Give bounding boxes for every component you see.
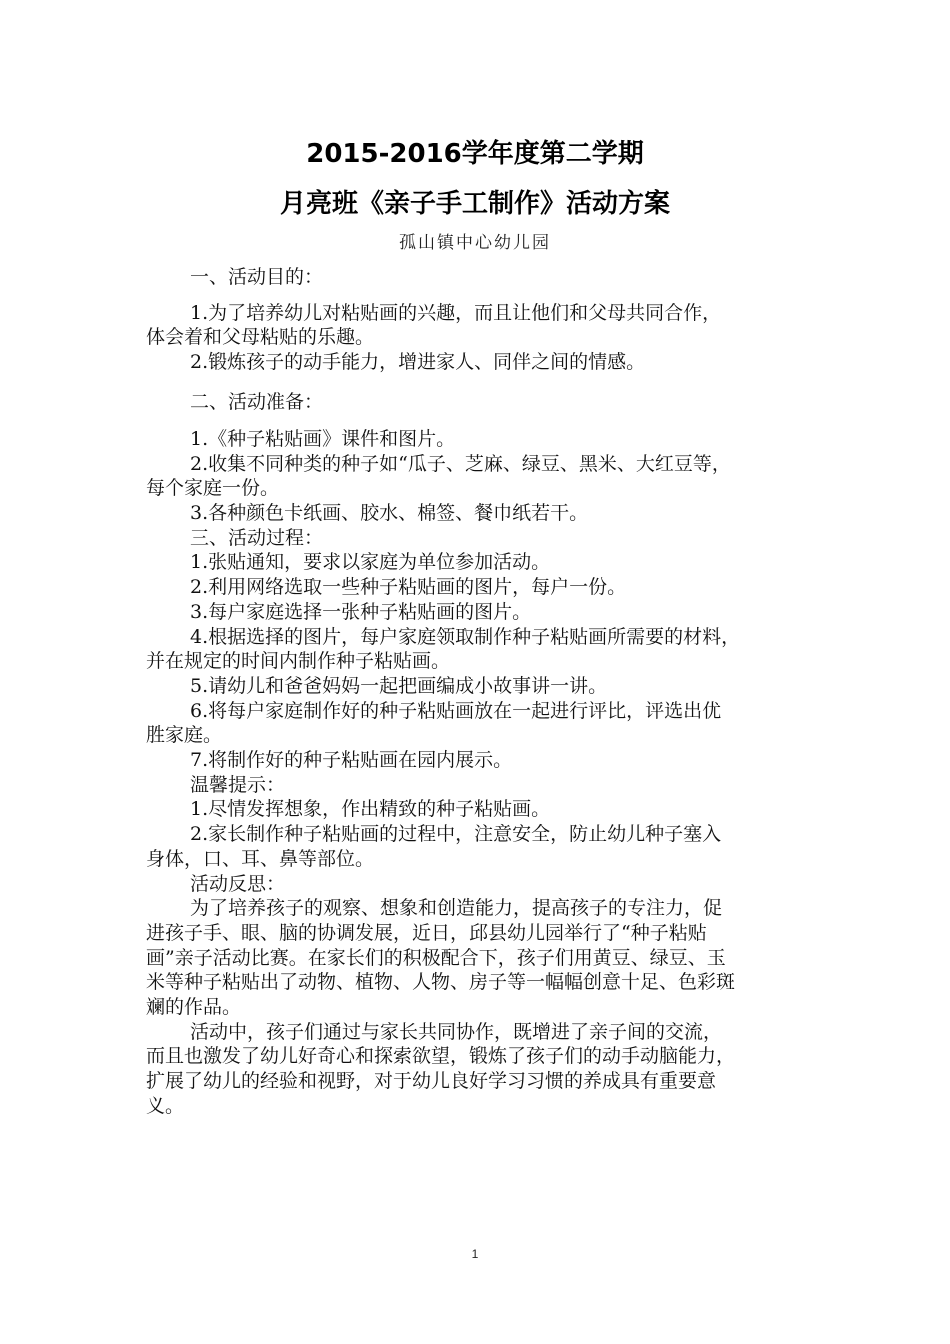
body-line: 身体，口、耳、鼻等部位。 (146, 848, 375, 870)
body-line: 画”亲子活动比赛。在家长们的积极配合下，孩子们用黄豆、绿豆、玉 (146, 947, 726, 969)
body-line: 6.将每户家庭制作好的种子粘贴画放在一起进行评比，评选出优 (190, 700, 722, 722)
body-line: 1.张贴通知，要求以家庭为单位参加活动。 (190, 551, 551, 573)
section-heading-process: 三、活动过程： (190, 527, 324, 549)
body-line: 1.为了培养幼儿对粘贴画的兴趣，而且让他们和父母共同合作， (190, 302, 722, 324)
body-line: 4.根据选择的图片，每户家庭领取制作种子粘贴画所需要的材料， (190, 626, 741, 648)
body-line: 进孩子手、眼、脑的协调发展，近日，邱县幼儿园举行了“种子粘贴 (146, 922, 707, 944)
body-line: 3.每户家庭选择一张种子粘贴画的图片。 (190, 601, 532, 623)
body-line: 斓的作品。 (146, 996, 242, 1018)
section-heading-purpose: 一、活动目的： (190, 266, 324, 288)
body-line: 每个家庭一份。 (146, 477, 280, 499)
body-line: 1.尽情发挥想象，作出精致的种子粘贴画。 (190, 798, 551, 820)
body-line: 体会着和父母粘贴的乐趣。 (146, 326, 375, 348)
body-line: 而且也激发了幼儿好奇心和探索欲望，锻炼了孩子们的动手动脑能力， (146, 1045, 736, 1067)
document-title-line1: 2015-2016学年度第二学期 (306, 139, 644, 169)
document-title-line2: 月亮班《亲子手工制作》活动方案 (279, 189, 670, 219)
body-line: 义。 (146, 1095, 185, 1117)
document-subtitle: 孤山镇中心幼儿园 (399, 233, 551, 253)
body-line: 1.《种子粘贴画》课件和图片。 (190, 428, 456, 450)
body-line: 2.利用网络选取一些种子粘贴画的图片，每户一份。 (190, 576, 627, 598)
body-line: 并在规定的时间内制作种子粘贴画。 (146, 650, 451, 672)
body-line: 为了培养孩子的观察、想象和创造能力，提高孩子的专注力，促 (190, 897, 723, 919)
page-number: 1 (471, 1247, 479, 1261)
body-line: 米等种子粘贴出了动物、植物、人物、房子等一幅幅创意十足、色彩斑 (146, 971, 736, 993)
body-line: 2.收集不同种类的种子如“瓜子、芝麻、绿豆、黑米、大红豆等， (190, 453, 731, 475)
body-line: 3.各种颜色卡纸画、胶水、棉签、餐巾纸若干。 (190, 502, 589, 524)
body-line: 2.锻炼孩子的动手能力，增进家人、同伴之间的情感。 (190, 351, 646, 373)
section-heading-tips: 温馨提示： (190, 774, 286, 796)
body-line: 2.家长制作种子粘贴画的过程中，注意安全，防止幼儿种子塞入 (190, 823, 722, 845)
section-heading-reflection: 活动反思： (190, 873, 286, 895)
body-line: 活动中，孩子们通过与家长共同协作，既增进了亲子间的交流， (190, 1021, 723, 1043)
section-heading-preparation: 二、活动准备： (190, 391, 324, 413)
body-line: 胜家庭。 (146, 724, 223, 746)
body-line: 扩展了幼儿的经验和视野，对于幼儿良好学习习惯的养成具有重要意 (146, 1070, 717, 1092)
body-line: 5.请幼儿和爸爸妈妈一起把画编成小故事讲一讲。 (190, 675, 608, 697)
body-line: 7.将制作好的种子粘贴画在园内展示。 (190, 749, 513, 771)
